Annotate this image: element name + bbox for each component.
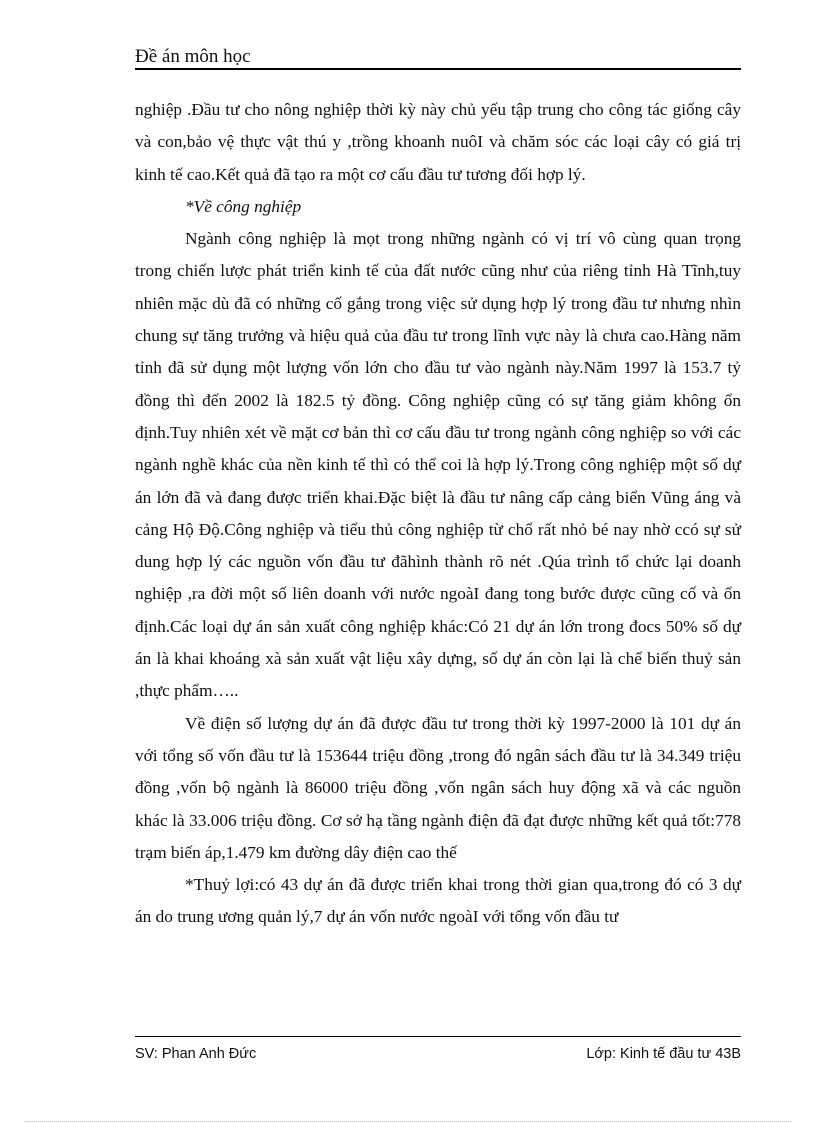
paragraph-industry: Ngành công nghiệp là mọt trong những ngành có vị trí vô cùng quan trọng trong chiến lược phát triển kinh tế của đất nước cũng như của riêng tỉnh Hà Tĩnh,tuy nhiên mặc dù đã có những cố gắng trong việc sử dụng hợp lý trong đầu tư nhưng nhìn chung sự tăng trưởng và hiệu quả của đầu tư trong lĩnh vực này là chưa cao.Hàng năm tỉnh đã sử dụng một lượng vốn lớn cho đầu tư vào ngành này.Năm 1997 là 153.7 tỷ đồng thì đến 2002 là 182.5 tỷ đồng. Công nghiệp cũng có sự tăng giảm không ổn định.Tuy nhiên xét về mặt cơ bản thì cơ cấu đầu tư trong ngành công nghiệp so với các ngành nghề khác của nền kinh tế thì có thể coi là hợp lý.Trong công nghiệp một số dự án lớn đã và đang được triển khai.Đặc biệt là đầu tư nâng cấp cảng biển Vũng áng và cảng Hộ Độ.Công nghiệp và tiểu thủ công nghiệp từ chổ rất nhỏ bé nay nhờ ccó sự sử dung hợp lý các nguồn vốn đầu tư đãhình thành rõ nét .Qúa trình tổ chức lại doanh nghiệp ,ra đời một số liên doanh với nước ngoàI đang tong bước được cũng cố và ổn định.Các loại dự án sản xuất công nghiệp khác:Có 21 dự án lớn trong đocs 50% số dự án là khai khoáng xà sản xuất vật liệu xây dựng, số dự án còn lại là chế biến thuỷ sản ,thực phẩm….. xyxy=(135,229,741,701)
document-body xyxy=(135,94,741,934)
footer-student: SV: Phan Anh Đức xyxy=(135,1046,257,1062)
section-heading-industry: *Về công nghiệp xyxy=(185,196,302,216)
page-bottom-dotted-line xyxy=(25,1121,791,1122)
header-rule xyxy=(135,68,741,70)
page-footer xyxy=(135,1044,741,1064)
footer-class: Lớp: Kinh tế đầu tư 43B xyxy=(586,1046,741,1062)
paragraph-agriculture: nghiệp .Đầu tư cho nông nghiệp thời kỳ này chủ yếu tập trung cho công tác giống cây và con,bảo vệ thực vật thú y ,trồng khoanh nuôI và chăm sóc các loại cây có giá trị kinh tế cao.Kết quả đã tạo ra một cơ cấu đầu tư tương đối hợp lý. xyxy=(135,100,741,184)
footer-rule xyxy=(135,1036,741,1037)
paragraph-irrigation: *Thuỷ lợi:có 43 dự án đã được triển khai trong thời gian qua,trong đó có 3 dự án do trung ương quản lý,7 dự án vốn nước ngoàI với tổng vốn đầu tư xyxy=(135,875,741,927)
page-header-title: Đề án môn học xyxy=(135,46,251,67)
paragraph-electricity: Về điện số lượng dự án đã được đầu tư trong thời kỳ 1997-2000 là 101 dự án với tổng số vốn đầu tư là 153644 triệu đồng ,trong đó ngân sách đầu tư là 34.349 triệu đồng ,vốn bộ ngành là 86000 triệu đồng ,vốn ngân sách huy động xã và các nguồn khác là 33.006 triệu đồng. Cơ sở hạ tầng ngành điện đã đạt được những kết quả tốt:778 trạm biến áp,1.479 km đường dây điện cao thế xyxy=(135,713,741,862)
